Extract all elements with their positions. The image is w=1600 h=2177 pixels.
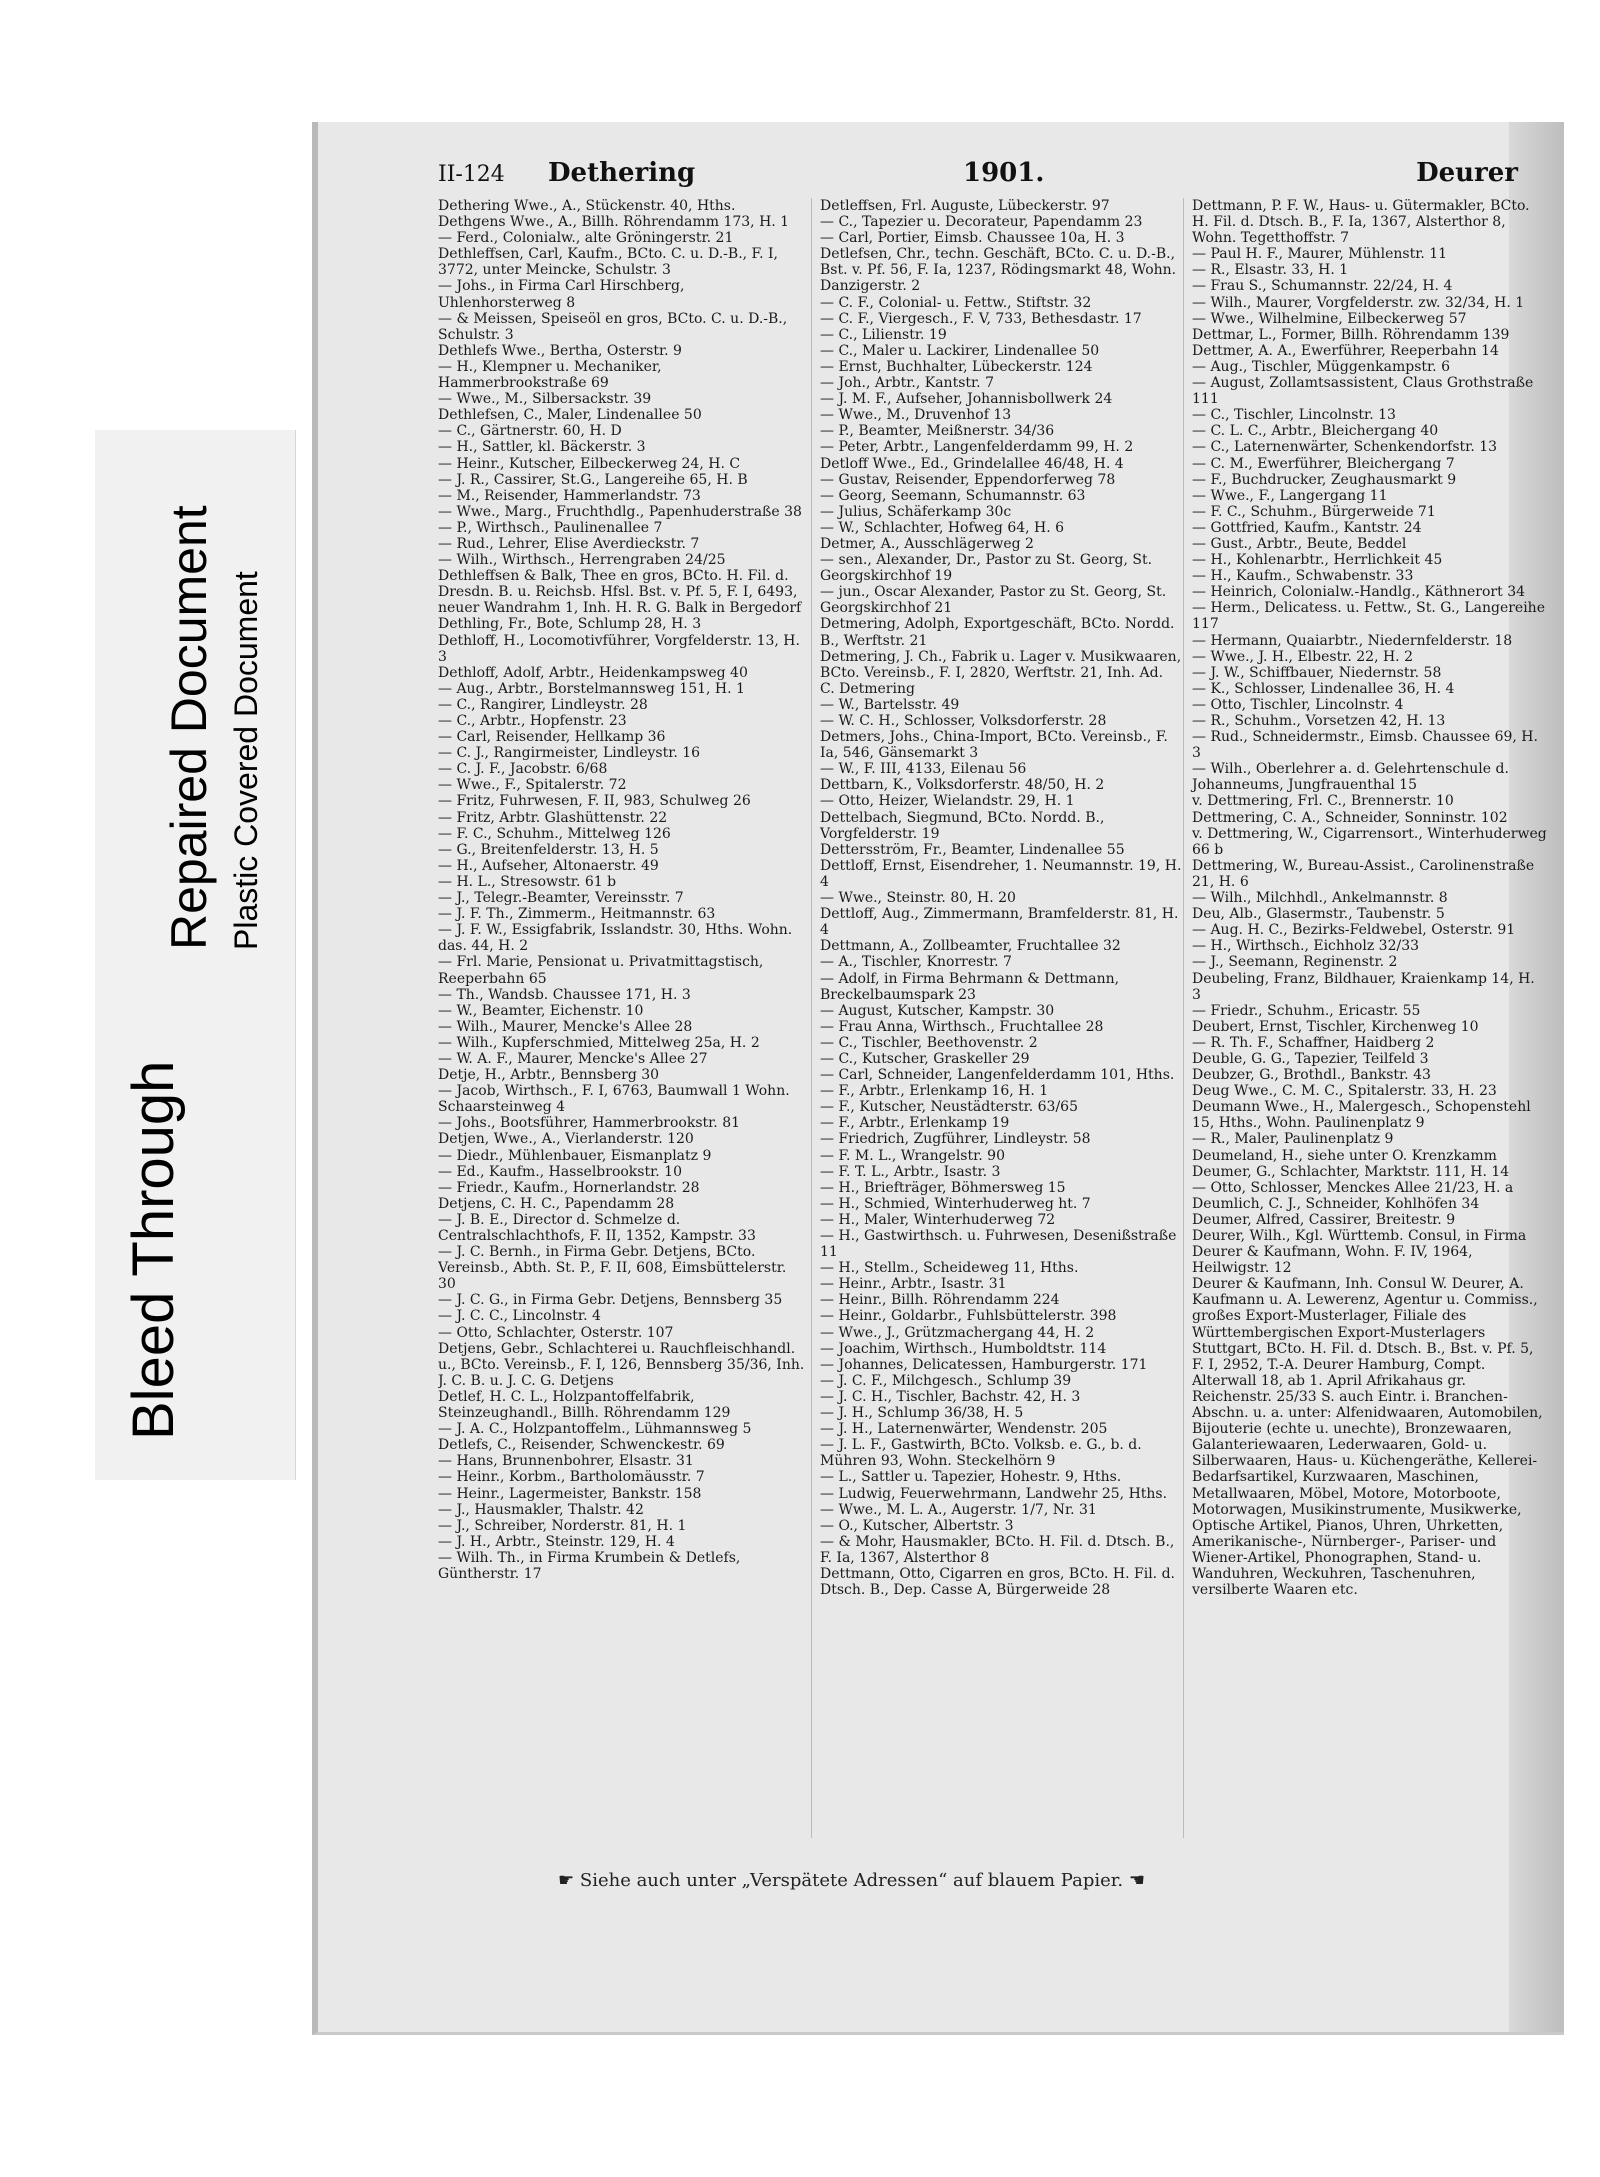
directory-entry: — J. A. C., Holzpantoffelm., Lühmannsweg 5 xyxy=(438,1421,752,1438)
repaired-document-label: Repaired Document xyxy=(161,505,217,950)
directory-entry: — Heinr., Lagermeister, Bankstr. 158 xyxy=(438,1485,702,1502)
directory-entry: — Wilh., Maurer, Vorgfelderstr. zw. 32/34, H. 1 xyxy=(1192,294,1525,311)
directory-entry: — G., Breitenfelderstr. 13, H. 5 xyxy=(438,841,659,858)
directory-entry: — Aug., Tischler, Müggenkampstr. 6 xyxy=(1192,358,1450,375)
directory-entry: Detleffsen, Frl. Auguste, Lübeckerstr. 97 xyxy=(820,198,1110,214)
directory-entry: — H., Kohlenarbtr., Herrlichkeit 45 xyxy=(1192,552,1443,569)
directory-entry: — Hermann, Quaiarbtr., Niedernfelderstr. 18 xyxy=(1192,632,1513,649)
directory-entry: Dethleffsen & Balk, Thee en gros, BCto. H. Fil. d. Dresdn. B. u. Reichsb. Hfsl. Bst. v. Pf. 5, F. I, 6493, neuer Wandrahm 1, Inh. H. R. G. Balk in Bergedorf xyxy=(438,568,802,617)
directory-entry: — W., Schlachter, Hofweg 64, H. 6 xyxy=(820,519,1065,536)
directory-entry: — H., Stellm., Scheideweg 11, Hths. xyxy=(820,1260,1079,1277)
directory-entry: — Wwe., F., Langergang 11 xyxy=(1192,487,1388,504)
directory-entry: Dettmering, W., Bureau-Assist., Carolinenstraße 21, H. 6 xyxy=(1192,857,1535,890)
directory-entry: — Wilh., Maurer, Mencke's Allee 28 xyxy=(438,1018,693,1035)
directory-entry: — J., Telegr.-Beamter, Vereinsstr. 7 xyxy=(438,890,684,907)
directory-entry: Dettelbach, Siegmund, BCto. Nordd. B., Vorgfelderstr. 19 xyxy=(820,809,1105,842)
directory-entry: Deumer, Alfred, Cassirer, Breitestr. 9 xyxy=(1192,1211,1456,1228)
directory-entry: — Wilh., Kupferschmied, Mittelweg 25a, H. 2 xyxy=(438,1034,760,1051)
directory-entry: — C. M., Ewerführer, Bleichergang 7 xyxy=(1192,455,1455,472)
directory-entry: — K., Schlosser, Lindenallee 36, H. 4 xyxy=(1192,680,1455,697)
directory-entry: — C., Rangirer, Lindleystr. 28 xyxy=(438,696,648,713)
directory-entry: Detlefsen, Chr., techn. Geschäft, BCto. C. u. D.-B., Bst. v. Pf. 56, F. Ia, 1237, Rödingsmarkt 48, Wohn. Danzigerstr. 2 xyxy=(820,246,1177,295)
directory-entry: Deubeling, Franz, Bildhauer, Kraienkamp 14, H. 3 xyxy=(1192,970,1535,1003)
directory-entry: — Heinr., Arbtr., Isastr. 31 xyxy=(820,1276,1007,1293)
directory-entry: — H., Briefträger, Böhmersweg 15 xyxy=(820,1179,1066,1196)
directory-entry: Deuble, G. G., Tapezier, Teilfeld 3 xyxy=(1192,1050,1429,1067)
directory-entry: — August, Zollamtsassistent, Claus Grothstraße 111 xyxy=(1192,375,1534,408)
directory-entry: — C., Lilienstr. 19 xyxy=(820,326,947,343)
directory-entry: — J. H., Schlump 36/38, H. 5 xyxy=(820,1405,1024,1422)
directory-entry: v. Dettmering, Frl. C., Brennerstr. 10 xyxy=(1192,793,1454,810)
directory-entry: Deu, Alb., Glasermstr., Taubenstr. 5 xyxy=(1192,906,1445,923)
directory-entry: — C. F., Viergesch., F. V, 733, Bethesdastr. 17 xyxy=(820,310,1142,327)
directory-entry: — J. F. W., Essigfabrik, Isslandstr. 30, Hths. Wohn. das. 44, H. 2 xyxy=(438,922,793,955)
directory-entry: — Wilh. Th., in Firma Krumbein & Detlefs, Güntherstr. 17 xyxy=(438,1549,741,1582)
directory-column-1 xyxy=(438,198,808,1838)
directory-entry: — Wwe., Marg., Fruchthdlg., Papenhuderstraße 38 xyxy=(438,503,802,520)
directory-entry: — Wwe., M. L. A., Augerstr. 1/7, Nr. 31 xyxy=(820,1501,1097,1518)
directory-entry: — J. R., Cassirer, St.G., Langereihe 65, H. B xyxy=(438,471,748,488)
directory-entry: — Wwe., F., Spitalerstr. 72 xyxy=(438,777,627,794)
directory-entry: — C. F., Colonial- u. Fettw., Stiftstr. 32 xyxy=(820,294,1092,311)
directory-entry: Deumer, G., Schlachter, Marktstr. 111, H. 14 xyxy=(1192,1163,1510,1180)
directory-entry: — O., Kutscher, Albertstr. 3 xyxy=(820,1517,1014,1534)
directory-entry: Deubert, Ernst, Tischler, Kirchenweg 10 xyxy=(1192,1018,1479,1035)
directory-entry: — W., Beamter, Eichenstr. 10 xyxy=(438,1002,644,1019)
directory-entry: Deubzer, G., Brothdl., Bankstr. 43 xyxy=(1192,1067,1431,1084)
directory-entry: — Wilh., Milchhdl., Ankelmannstr. 8 xyxy=(1192,890,1448,907)
directory-entry: — R. Th. F., Schaffner, Haidberg 2 xyxy=(1192,1034,1435,1051)
directory-entry: Detmer, A., Ausschlägerweg 2 xyxy=(820,535,1034,552)
directory-entry: — J. C. C., Lincolnstr. 4 xyxy=(438,1308,601,1325)
directory-entry: — Wwe., J. H., Elbestr. 22, H. 2 xyxy=(1192,648,1413,665)
directory-entry: — Gottfried, Kaufm., Kantstr. 24 xyxy=(1192,519,1422,536)
directory-entry: — Johs., Bootsführer, Hammerbrookstr. 81 xyxy=(438,1115,741,1132)
directory-entry: — Friedr., Schuhm., Ericastr. 55 xyxy=(1192,1002,1421,1019)
directory-entry: Dettmann, A., Zollbeamter, Fruchtallee 32 xyxy=(820,938,1121,955)
directory-entry: — J. M. F., Aufseher, Johannisbollwerk 24 xyxy=(820,391,1113,408)
directory-entry: Dethloff, Adolf, Arbtr., Heidenkampsweg 40 xyxy=(438,664,748,681)
directory-entry: — Rud., Schneidermstr., Eimsb. Chaussee 69, H. 3 xyxy=(1192,729,1538,762)
directory-entry: — H., Aufseher, Altonaerstr. 49 xyxy=(438,857,659,874)
directory-entry: — H., Wirthsch., Eichholz 32/33 xyxy=(1192,938,1420,955)
directory-entry: Dettmering, C. A., Schneider, Sonninstr. 102 xyxy=(1192,809,1508,826)
directory-entry: — Johs., in Firma Carl Hirschberg, Uhlenhorsterweg 8 xyxy=(438,278,685,311)
directory-entry: Dettmar, L., Former, Billh. Röhrendamm 139 xyxy=(1192,326,1510,343)
page-header xyxy=(438,158,1518,190)
directory-entry: Dettloff, Ernst, Eisendreher, 1. Neumannstr. 19, H. 4 xyxy=(820,857,1182,890)
directory-entry: — Ed., Kaufm., Hasselbrookstr. 10 xyxy=(438,1163,682,1180)
directory-entry: — R., Maler, Paulinenplatz 9 xyxy=(1192,1131,1394,1148)
directory-entry: — C. L. C., Arbtr., Bleichergang 40 xyxy=(1192,423,1439,440)
directory-entry: — C., Kutscher, Graskeller 29 xyxy=(820,1050,1030,1067)
directory-entry: — Aug., Arbtr., Borstelmannsweg 151, H. 1 xyxy=(438,680,745,697)
directory-entry: — A., Tischler, Knorrestr. 7 xyxy=(820,954,1012,971)
directory-entry: — Wwe., Steinstr. 80, H. 20 xyxy=(820,890,1016,907)
directory-entry: — R., Schuhm., Vorsetzen 42, H. 13 xyxy=(1192,713,1446,729)
directory-entry: — Wwe., M., Druvenhof 13 xyxy=(820,407,1012,424)
directory-entry: — Heinr., Goldarbr., Fuhlsbüttelerstr. 398 xyxy=(820,1308,1117,1325)
directory-entry: — Wwe., M., Silbersackstr. 39 xyxy=(438,391,652,408)
directory-entry: — Jacob, Wirthsch., F. I, 6763, Baumwall 1 Wohn. Schaarsteinweg 4 xyxy=(438,1083,790,1116)
directory-entry: — Herm., Delicatess. u. Fettw., St. G., Langereihe 117 xyxy=(1192,600,1545,633)
header-first-word: Dethering xyxy=(548,158,696,188)
directory-entry: — J., Schreiber, Norderstr. 81, H. 1 xyxy=(438,1517,687,1534)
directory-column-3 xyxy=(1183,198,1547,1838)
directory-entry: Deurer, Wilh., Kgl. Württemb. Consul, in Firma Deurer & Kaufmann, Wohn. F. IV, 1964, Heilwigstr. 12 xyxy=(1192,1228,1527,1277)
directory-entry: — Heinr., Billh. Röhrendamm 224 xyxy=(820,1292,1060,1309)
directory-entry: — M., Reisender, Hammerlandstr. 73 xyxy=(438,487,701,504)
directory-entry: Dettloff, Aug., Zimmermann, Bramfelderstr. 81, H. 4 xyxy=(820,906,1179,939)
directory-entry: — Otto, Schlosser, Menckes Allee 21/23, H. a xyxy=(1192,1179,1514,1196)
directory-entry: — Georg, Seemann, Schumannstr. 63 xyxy=(820,487,1086,504)
directory-entry: — Otto, Heizer, Wielandstr. 29, H. 1 xyxy=(820,793,1075,810)
directory-entry: — Wilh., Wirthsch., Herrengraben 24/25 xyxy=(438,552,726,569)
directory-entry: — Aug. H. C., Bezirks-Feldwebel, Osterstr. 91 xyxy=(1192,922,1516,939)
directory-entry: Detlefs, C., Reisender, Schwenckestr. 69 xyxy=(438,1437,725,1454)
directory-entry: — H., Sattler, kl. Bäckerstr. 3 xyxy=(438,439,646,456)
directory-entry: Dettmer, A. A., Ewerführer, Reeperbahn 14 xyxy=(1192,342,1499,359)
directory-entry: — H., Klempner u. Mechaniker, Hammerbrookstraße 69 xyxy=(438,358,662,392)
directory-entry: — C., Tapezier u. Decorateur, Papendamm 23 xyxy=(820,214,1143,231)
directory-entry: Deug Wwe., C. M. C., Spitalerstr. 33, H. 23 xyxy=(1192,1083,1497,1100)
directory-entry: Dethgens Wwe., A., Billh. Röhrendamm 173, H. 1 xyxy=(438,214,790,231)
directory-entry: — Wwe., Wilhelmine, Eilbeckerweg 57 xyxy=(1192,310,1467,327)
directory-entry: — F. C., Schuhm., Bürgerweide 71 xyxy=(1192,503,1436,520)
directory-entry: — C., Maler u. Lackirer, Lindenallee 50 xyxy=(820,342,1100,359)
directory-entry: Dettersström, Fr., Beamter, Lindenallee 55 xyxy=(820,841,1125,858)
directory-entry: — H. L., Stresowstr. 61 b xyxy=(438,873,617,890)
directory-entry: — P., Beamter, Meißnerstr. 34/36 xyxy=(820,423,1055,440)
directory-entry: — Hans, Brunnenbohrer, Elsastr. 31 xyxy=(438,1453,694,1470)
directory-entry: Detmering, Adolph, Exportgeschäft, BCto. Nordd. B., Werftstr. 21 xyxy=(820,616,1175,649)
directory-entry: Dethering Wwe., A., Stückenstr. 40, Hths. xyxy=(438,198,736,214)
directory-entry: — Rud., Lehrer, Elise Averdieckstr. 7 xyxy=(438,535,700,552)
directory-entry: — sen., Alexander, Dr., Pastor zu St. Georg, St. Georgskirchhof 19 xyxy=(820,552,1153,585)
plastic-covered-label: Plastic Covered Document xyxy=(228,571,264,950)
directory-entry: — J. H., Arbtr., Steinstr. 129, H. 4 xyxy=(438,1533,675,1550)
directory-entry: — August, Kutscher, Kampstr. 30 xyxy=(820,1002,1055,1019)
directory-entry: — F., Arbtr., Erlenkamp 16, H. 1 xyxy=(820,1083,1049,1100)
directory-entry: — Heinrich, Colonialw.-Handlg., Käthnerort 34 xyxy=(1192,584,1526,601)
directory-entry: Detlef, H. C. L., Holzpantoffelfabrik, Steinzeughandl., Billh. Röhrendamm 129 xyxy=(438,1388,731,1422)
directory-entry: Detmers, Johs., China-Import, BCto. Vereinsb., F. Ia, 546, Gänsemarkt 3 xyxy=(820,729,1168,762)
directory-entry: — Gust., Arbtr., Beute, Beddel xyxy=(1192,535,1407,552)
directory-entry: Deumann Wwe., H., Malergesch., Schopenstehl 15, Hths., Wohn. Paulinenplatz 9 xyxy=(1192,1099,1531,1132)
directory-entry: Detjens, Gebr., Schlachterei u. Rauchfleischhandl. u., BCto. Vereinsb., F. I, 126, Bennsberg 35/36, Inh. J. C. B. u. J. C. G. Detjens xyxy=(438,1340,805,1389)
directory-entry: — F. T. L., Arbtr., Isastr. 3 xyxy=(820,1163,1001,1180)
directory-entry: Detloff Wwe., Ed., Grindelallee 46/48, H. 4 xyxy=(820,455,1124,472)
directory-entry: — R., Elsastr. 33, H. 1 xyxy=(1192,262,1349,279)
directory-entry: Dethleffsen, Carl, Kaufm., BCto. C. u. D.-B., F. I, 3772, unter Meincke, Schulstr. 3 xyxy=(438,246,778,279)
directory-entry: — & Mohr, Hausmakler, BCto. H. Fil. d. Dtsch. B., F. Ia, 1367, Alsterthor 8 xyxy=(820,1533,1175,1566)
directory-entry: — Th., Wandsb. Chaussee 171, H. 3 xyxy=(438,986,691,1003)
directory-entry: — J. F. Th., Zimmerm., Heitmannstr. 63 xyxy=(438,906,716,923)
directory-entry: — & Meissen, Speiseöl en gros, BCto. C. u. D.-B., Schulstr. 3 xyxy=(438,310,788,343)
directory-entry: — F., Arbtr., Erlenkamp 19 xyxy=(820,1115,1010,1132)
directory-entry: — Peter, Arbtr., Langenfelderdamm 99, H. 2 xyxy=(820,439,1134,456)
directory-entry: — Carl, Portier, Eimsb. Chaussee 10a, H. 3 xyxy=(820,230,1125,247)
directory-entry: — J. H., Laternenwärter, Wendenstr. 205 xyxy=(820,1421,1108,1438)
directory-entry: — Gustav, Reisender, Eppendorferweg 78 xyxy=(820,471,1116,488)
directory-entry: — Ferd., Colonialw., alte Gröningerstr. 21 xyxy=(438,230,734,247)
directory-entry: Detjen, Wwe., A., Vierlanderstr. 120 xyxy=(438,1131,694,1148)
directory-entry: — J., Hausmakler, Thalstr. 42 xyxy=(438,1501,644,1518)
directory-entry: Dettmann, Otto, Cigarren en gros, BCto. H. Fil. d. Dtsch. B., Dep. Casse A, Bürgerweide 28 xyxy=(820,1565,1175,1599)
header-last-word: Deurer xyxy=(1416,158,1518,188)
directory-entry: — Frau Anna, Wirthsch., Fruchtallee 28 xyxy=(820,1018,1104,1035)
directory-entry: — Wilh., Oberlehrer a. d. Gelehrtenschule d. Johanneums, Jungfrauenthal 15 xyxy=(1192,761,1509,794)
directory-entry: — H., Schmied, Winterhuderweg ht. 7 xyxy=(820,1195,1091,1212)
directory-entry: — Joachim, Wirthsch., Humboldtstr. 114 xyxy=(820,1340,1107,1357)
directory-entry: — Adolf, in Firma Behrmann & Dettmann, Breckelbaumspark 23 xyxy=(820,970,1120,1003)
directory-entry: — H., Kaufm., Schwabenstr. 33 xyxy=(1192,568,1414,585)
directory-entry: Detjens, C. H. C., Papendamm 28 xyxy=(438,1195,675,1212)
directory-entry: — Diedr., Mühlenbauer, Eismanplatz 9 xyxy=(438,1147,712,1164)
directory-entry: — C., Arbtr., Hopfenstr. 23 xyxy=(438,713,627,729)
directory-entry: — J., Seemann, Reginenstr. 2 xyxy=(1192,954,1398,971)
directory-entry: — C., Gärtnerstr. 60, H. D xyxy=(438,423,622,440)
directory-entry: — Fritz, Fuhrwesen, F. II, 983, Schulweg 26 xyxy=(438,793,751,810)
directory-entry: Dettmann, P. F. W., Haus- u. Gütermakler, BCto. H. Fil. d. Dtsch. B., F. Ia, 1367, Alsterthor 8, Wohn. Tegetthoffstr. 7 xyxy=(1192,198,1530,247)
footer-note: ☛ Siehe auch unter „Verspätete Adressen“ auf blauem Papier. ☚ xyxy=(558,1870,1145,1891)
directory-entry: — Wwe., J., Grützmachergang 44, H. 2 xyxy=(820,1324,1095,1341)
directory-entry: — C., Laternenwärter, Schenkendorfstr. 13 xyxy=(1192,439,1498,456)
directory-entry: — jun., Oscar Alexander, Pastor zu St. Georg, St. Georgskirchhof 21 xyxy=(820,584,1167,617)
directory-entry: — Otto, Tischler, Lincolnstr. 4 xyxy=(1192,696,1404,713)
directory-entry: — C. J., Rangirmeister, Lindleystr. 16 xyxy=(438,745,701,762)
directory-entry: — J. C. F., Milchgesch., Schlump 39 xyxy=(820,1372,1072,1389)
directory-entry: — Paul H. F., Maurer, Mühlenstr. 11 xyxy=(1192,246,1448,263)
directory-entry: — W. A. F., Maurer, Mencke's Allee 27 xyxy=(438,1050,708,1067)
directory-entry: — J. C. Bernh., in Firma Gebr. Detjens, BCto. Vereinsb., Abth. St. P., F. II, 608, Eimsbüttelerstr. 30 xyxy=(438,1244,787,1293)
directory-entry: — W. C. H., Schlosser, Volksdorferstr. 28 xyxy=(820,713,1107,729)
directory-column-2 xyxy=(811,198,1182,1838)
directory-entry: — Otto, Schlachter, Osterstr. 107 xyxy=(438,1324,674,1341)
directory-entry: — P., Wirthsch., Paulinenallee 7 xyxy=(438,519,663,536)
bleed-through-label: Bleed Through xyxy=(121,1060,186,1440)
directory-entry: Dethloff, H., Locomotivführer, Vorgfelderstr. 13, H. 3 xyxy=(438,632,800,665)
directory-entry: — Friedrich, Zugführer, Lindleystr. 58 xyxy=(820,1131,1091,1148)
directory-entry: — Heinr., Korbm., Bartholomäusstr. 7 xyxy=(438,1469,705,1486)
directory-entry: — J. L. F., Gastwirth, BCto. Volksb. e. G., b. d. Mühren 93, Wohn. Steckelhörn 9 xyxy=(820,1437,1142,1470)
directory-entry: — Frl. Marie, Pensionat u. Privatmittagstisch, Reeperbahn 65 xyxy=(438,954,764,987)
directory-entry: — Julius, Schäferkamp 30c xyxy=(820,503,1012,520)
directory-entry: — F., Kutscher, Neustädterstr. 63/65 xyxy=(820,1099,1078,1116)
directory-entry: Deumlich, C. J., Schneider, Kohlhöfen 34 xyxy=(1192,1195,1480,1212)
directory-entry: — C., Tischler, Lincolnstr. 13 xyxy=(1192,407,1396,424)
directory-entry: — Friedr., Kaufm., Hornerlandstr. 28 xyxy=(438,1179,700,1196)
directory-entry: — W., F. III, 4133, Eilenau 56 xyxy=(820,761,1027,778)
directory-entry: — F., Buchdrucker, Zeughausmarkt 9 xyxy=(1192,471,1457,488)
directory-entry: — H., Gastwirthsch. u. Fuhrwesen, Desenißstraße 11 xyxy=(820,1228,1177,1261)
directory-entry: Dethlefs Wwe., Bertha, Osterstr. 9 xyxy=(438,342,682,359)
directory-entry: — W., Bartelsstr. 49 xyxy=(820,696,960,713)
directory-entry: — Carl, Reisender, Hellkamp 36 xyxy=(438,729,666,746)
directory-entry: Dettbarn, K., Volksdorferstr. 48/50, H. 2 xyxy=(820,777,1105,794)
directory-entry: — Heinr., Kutscher, Eilbeckerweg 24, H. C xyxy=(438,455,741,472)
directory-entry: — Johannes, Delicatessen, Hamburgerstr. 171 xyxy=(820,1356,1148,1373)
directory-entry: Detmering, J. Ch., Fabrik u. Lager v. Musikwaaren, BCto. Vereinsb., F. I, 2820, Werftstr. 21, Inh. Ad. C. Detmering xyxy=(820,648,1182,697)
directory-entry: — J. B. E., Director d. Schmelze d. Centralschlachthofs, F. II, 1352, Kampstr. 33 xyxy=(438,1211,756,1244)
directory-entry: — J. C. H., Tischler, Bachstr. 42, H. 3 xyxy=(820,1388,1081,1405)
directory-entry: — Fritz, Arbtr. Glashüttenstr. 22 xyxy=(438,809,668,826)
directory-entry: Dethlefsen, C., Maler, Lindenallee 50 xyxy=(438,407,702,424)
directory-entry: — Carl, Schneider, Langenfelderdamm 101, Hths. xyxy=(820,1067,1175,1084)
directory-entry: Deumeland, H., siehe unter O. Krenzkamm xyxy=(1192,1147,1497,1164)
document-page xyxy=(312,122,1564,2035)
page-number: II-124 xyxy=(438,162,505,187)
directory-entry: — L., Sattler u. Tapezier, Hohestr. 9, Hths. xyxy=(820,1469,1122,1486)
directory-entry: Detje, H., Arbtr., Bennsberg 30 xyxy=(438,1067,660,1084)
directory-entry: v. Dettmering, W., Cigarrensort., Winterhuderweg 66 b xyxy=(1192,825,1547,858)
directory-entry: — Frau S., Schumannstr. 22/24, H. 4 xyxy=(1192,278,1453,295)
directory-entry: — C. J. F., Jacobstr. 6/68 xyxy=(438,761,608,778)
directory-entry: — J. C. G., in Firma Gebr. Detjens, Bennsberg 35 xyxy=(438,1292,783,1309)
directory-entry: — Joh., Arbtr., Kantstr. 7 xyxy=(820,375,994,392)
directory-entry: Deurer & Kaufmann, Inh. Consul W. Deurer, A. Kaufmann u. A. Lewerenz, Agentur u. Commiss., großes Export-Musterlager, Filiale des Württembergischen Export-Musterlagers Stuttgart, BCto. H. Fil. d. Dtsch. B., Bst. v. Pf. 5, F. I, 2952, T.-A. Deurer Hamburg, Compt. Alterwall 18, ab 1. April Afrikahaus gr. Reichenstr. 25/33 S. auch Eintr. i. Branchen-Abschn. u. a. unter: Alfenidwaaren, Automobilen, Bijouterie (echte u. unechte), Bronzewaaren, Galanteriewaaren, Lederwaaren, Gold- u. Silberwaaren, Haus- u. Küchengeräthe, Kellerei-Bedarfsartikel, Kurzwaaren, Maschinen, Metallwaaren, Möbel, Motore, Motorboote, Motorwagen, Musikinstrumente, Musikwerke, Optische Artikel, Pianos, Uhren, Uhrketten, Amerikanische-, Nürnberger-, Pariser- und Wiener-Artikel, Phonographen, Stand- u. Wanduhren, Weckuhren, Taschenuhren, versilberte Waaren etc. xyxy=(1192,1276,1543,1599)
directory-entry: — F. M. L., Wrangelstr. 90 xyxy=(820,1147,1005,1164)
directory-entry: — C., Tischler, Beethovenstr. 2 xyxy=(820,1034,1038,1051)
directory-entry: — J. W., Schiffbauer, Niedernstr. 58 xyxy=(1192,664,1442,681)
directory-entry: — Ludwig, Feuerwehrmann, Landwehr 25, Hths. xyxy=(820,1485,1168,1502)
directory-entry: — Ernst, Buchhalter, Lübeckerstr. 124 xyxy=(820,358,1093,375)
directory-entry: — F. C., Schuhm., Mittelweg 126 xyxy=(438,825,671,842)
header-year: 1901. xyxy=(963,158,1045,188)
directory-entry: — H., Maler, Winterhuderweg 72 xyxy=(820,1211,1056,1228)
directory-entry: Dethling, Fr., Bote, Schlump 28, H. 3 xyxy=(438,616,702,633)
